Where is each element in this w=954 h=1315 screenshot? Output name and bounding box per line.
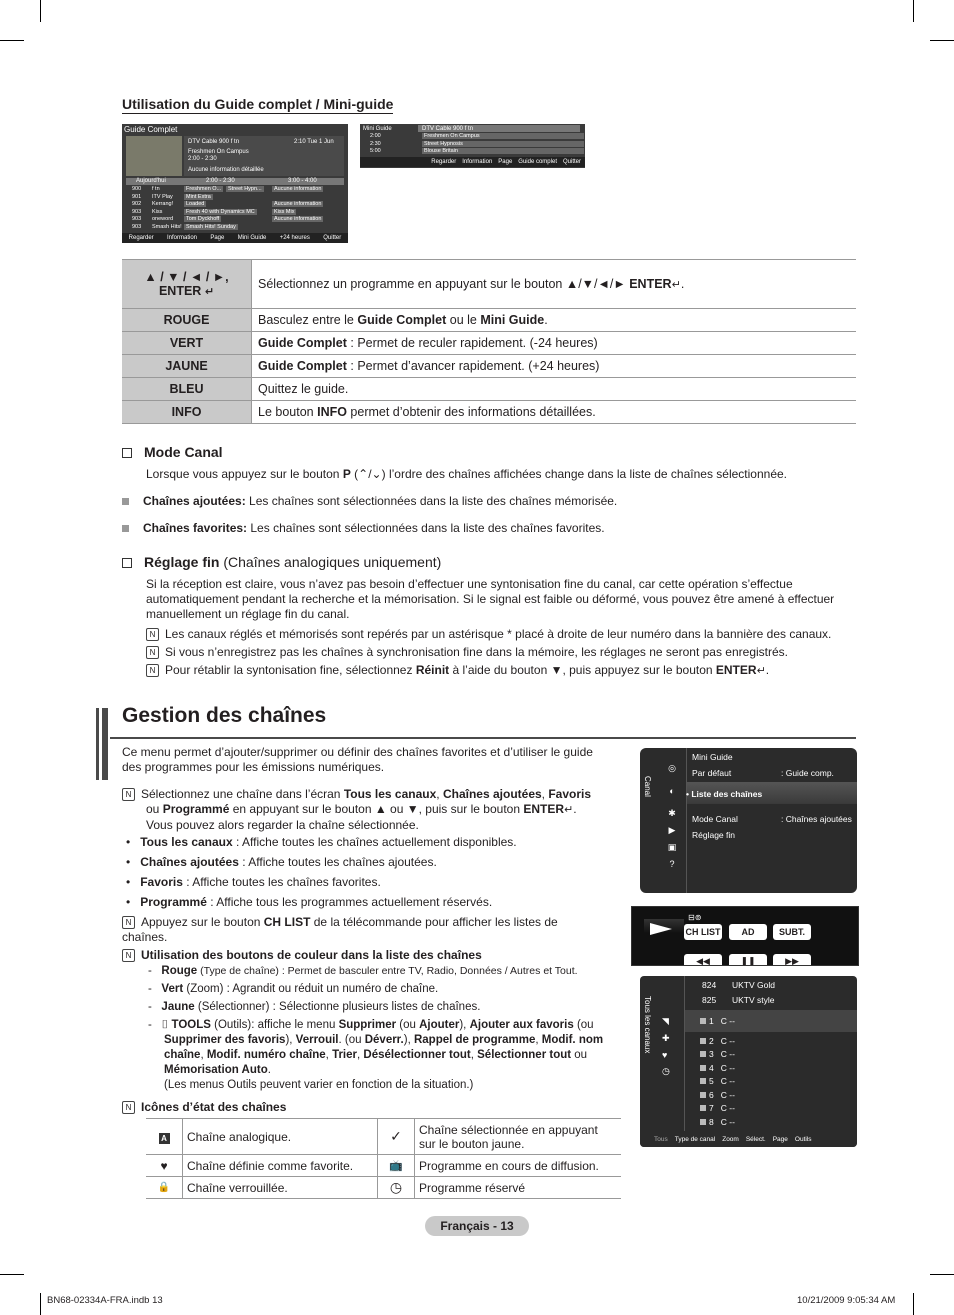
channel-list-row[interactable]: 3 C -- [700,1049,850,1063]
channel-list-row[interactable]: 5 C -- [700,1076,850,1090]
programmed-icon: ◷ [662,1066,670,1076]
mini-footer-item: Information [462,159,493,165]
guide-footer-item: Mini Guide [237,235,267,241]
key-red: ROUGE [122,309,252,332]
analog-icon [700,1051,706,1057]
full-guide-screenshot: Guide Complet DTV Cable 900 f tn 2:10 Tue 1 Jun Freshmen On Campus 2:00 - 2:30 Aucune information détaillée Aujourd'hui 2:00 - 2:30 3:00 - 4:00 900 f tn Freshmen O... Street Hypn... Aucune information 901 ITV Play Mint Extra 902 Kerrang! Loaded Aucune information 903 Kiss Fresh 40 with Dynamics MC Kiss Mix 903 oneword Tom Dyckhoff Aucune information 903 Smash Hits! Smash Hits! Sunday Regarder Information Page Mini Guide +24 heures Quitter [122,124,348,243]
remote-keys-table: ▲ / ▼ / ◄ / ►, ENTER ↵ Sélectionnez un programme en appuyant sur le bouton ▲/▼/◄/► ENTER↵. ROUGE Basculez entre le Guide Complet ou le Mini Guide. VERT Guide Complet : Permet de reculer rapidement. (-24 heures) JAUNE Guide Complet : Permet d’avancer rapidement. (+24 heures) BLEU Quittez le guide. INFO Le bouton INFO permet d’obtenir des informations détaillées. [122,259,856,424]
analog-icon [700,1018,706,1024]
rewind-button[interactable]: ◀◀ [684,954,722,966]
page-title: Gestion des chaînes [122,704,327,727]
checkbox-icon [122,558,132,568]
channel-list-footer-item: Page [772,1135,788,1143]
channel-list-row[interactable]: 6 C -- [700,1090,850,1104]
gestion-note-3: N Utilisation des boutons de couleur dans la liste des chaînes [122,948,482,963]
gestion-note-2: N Appuyez sur le bouton CH LIST de la télécommande pour afficher les listes de chaînes. [122,915,558,944]
guide-footer-item: Information [167,235,198,241]
canal-menu-screenshot: Canal ◎ ◐ ✱ ▶ ▣ ? Mini Guide Par défaut : Guide comp. • Liste des chaînes Mode Canal : Chaînes ajoutées Réglage fin [640,748,857,893]
analog-icon: A [159,1133,170,1144]
channel-list-row[interactable]: 4 C -- [700,1063,850,1077]
status-icons-table: A Chaîne analogique. ✓ Chaîne sélectionnée en appuyant sur le bouton jaune. ♥ Chaîne définie comme favorite. 📺 Programme en cours de diffusion. 🔒 Chaîne verrouillée. ◷ Programme réservé [146,1118,621,1199]
channel-icon: ✱ [668,808,676,818]
mini-footer-item: Guide complet [518,159,557,165]
channel-list-row[interactable]: 1 C -- [700,1016,850,1030]
channel-list-footer-item: Outils [794,1135,812,1143]
checkbox-icon [122,448,132,458]
color-buttons-list: - Rouge (Type de chaîne) : Permet de basculer entre TV, Radio, Données / Autres et Tout. - Vert (Zoom) : Agrandit ou réduit un numéro de chaîne. - Jaune (Sélectionner) : Sélectionne plusieurs listes de chaînes. - ⌷ TOOLS (Outils): affiche le menu Supprimer (ou Ajouter), Ajouter aux favoris (ou Supprimer des favoris), Verrouil. (ou Déverr.), Rappel de programme, Modif. nom chaîne, Modif. numéro chaîne, Trier, Désélectionner tout, Sélectionner tout ou Mémorisation Auto. (Les menus Outils peuvent varier en fonction de la situation.) [148,965,604,1091]
guide-footer-item: Page [210,235,225,241]
tv-icon: 📺 [378,1155,415,1177]
reglage-fin-paragraph: Si la réception est claire, vous n’avez pas besoin d’effectuer une syntonisation fine du canal, car cette opération s’effectue automatiquement pendant la recherche et la mémorisation. Si le signal est faible ou déformé, vous pouvez être amené à effectuer manuellement un réglage fin du canal. [146,577,835,621]
mini-guide-screenshot: Mini Guide DTV Cable 900 f tn 2:00 Freshmen On Campus 2:30 Street Hypnosis 5:00 Blouse Britain Regarder Information Page Guide complet Quitter [360,124,585,168]
key-arrows: ▲ / ▼ / ◄ / ►, ENTER ↵ [122,260,252,309]
channel-list-footer-item: Tous [654,1135,668,1143]
key-yellow: JAUNE [122,355,252,378]
gestion-bullet: • Favoris : Affiche toutes les chaînes favorites. [126,875,381,889]
note-icon: N [122,916,135,929]
gestion-bullet: • Chaînes ajoutées : Affiche toutes les chaînes ajoutées. [126,855,437,869]
mode-canal-item-2: Chaînes favorites: Les chaînes sont sélectionnées dans la liste des chaînes favorites. [122,521,605,536]
channel-list-row[interactable]: 7 C -- [700,1103,850,1117]
key-green: VERT [122,332,252,355]
mini-footer-item: Regarder [431,159,457,165]
note-icon: N [122,1101,135,1114]
channel-list-footer-item: Sélect. [745,1135,766,1143]
key-info: INFO [122,401,252,424]
ad-button[interactable]: AD [729,924,767,940]
print-date: 10/21/2009 9:05:34 AM [797,1295,896,1306]
mini-footer-item: Quitter [562,159,581,165]
key-arrows-desc: Sélectionnez un programme en appuyant sur le bouton ▲/▼/◄/► ENTER↵. [252,260,857,309]
square-bullet-icon [122,525,129,532]
note-icon: N [122,949,135,962]
section-heading: Utilisation du Guide complet / Mini-guide [122,96,394,112]
guide-row[interactable]: 903 Smash Hits! Smash Hits! Sunday [132,223,236,230]
guide-row[interactable]: 903 Kiss Fresh 40 with Dynamics MC Kiss Mix [132,208,295,215]
channel-list-row[interactable]: 2 C -- [700,1036,850,1050]
check-icon: ✓ [378,1119,415,1155]
gestion-note-4: N Icônes d’état des chaînes [122,1100,286,1115]
mode-canal-intro: Lorsque vous appuyez sur le bouton P (⌃/⌄) l’ordre des chaînes affichées change dans la liste de chaînes sélectionnée. [146,467,787,481]
guide-title: Guide Complet [124,125,178,134]
analog-icon [700,1065,706,1071]
guide-row[interactable]: 901 ITV Play Mint Extra [132,193,211,200]
gestion-note-1: N Sélectionnez une chaîne dans l’écran Tous les canaux, Chaînes ajoutées, Favoris [122,787,622,802]
lock-icon: 🔒 [146,1177,183,1199]
analog-icon [700,1105,706,1111]
channel-list-side-label: Tous les canaux [643,996,652,1054]
page-number: Français - 13 [425,1216,529,1236]
mini-footer-item: Page [498,159,513,165]
reglage-fin-heading: Réglage fin (Chaînes analogiques uniquement) [122,554,441,570]
note-icon: N [146,646,159,659]
print-file-name: BN68-02334A-FRA.indb 13 [47,1295,163,1306]
heart-icon: ♥ [146,1155,183,1177]
analog-icon [700,1092,706,1098]
all-icon: ◥ [662,1016,669,1026]
sound-icon: ◐ [669,786,675,796]
guide-row[interactable]: 900 f tn Freshmen O... Street Hypn... Aucune information [132,186,322,192]
analog-icon [700,1038,706,1044]
channel-list-screenshot: Tous les canaux ◥ ✚ ♥ ◷ 824 UKTV Gold 825 UKTV style 1 C -- 2 C -- 3 C -- 4 C -- 5 C -- 6 C -- 7 C -- 8 C -- Tous Type de canal Zoom Sélect. Page Outils [640,976,857,1147]
remote-control-image: ⊟⊚ CH LIST AD SUBT. ◀◀ ❚❚ ▶▶ [631,906,859,966]
gestion-bullet: • Tous les canaux : Affiche toutes les chaînes actuellement disponibles. [126,835,517,849]
reglage-note-2: N Si vous n’enregistrez pas les chaînes à synchronisation fine dans la mémoire, les réglages ne seront pas enregistrés. [146,645,850,660]
guide-footer-item: Quitter [323,235,342,241]
guide-footer-item: +24 heures [279,235,310,241]
reglage-note-3: N Pour rétablir la syntonisation fine, sélectionnez Réinit à l’aide du bouton ▼, puis appuyez sur le bouton ENTER↵. [146,663,850,679]
guide-footer-item: Regarder [128,235,154,241]
mode-canal-item-1: Chaînes ajoutées: Les chaînes sont sélectionnées dans la liste des chaînes mémorisée. [122,494,617,509]
channel-list-footer-item: Zoom [722,1135,739,1143]
key-blue: BLEU [122,378,252,401]
square-bullet-icon [122,498,129,505]
clock-icon: ◷ [378,1177,415,1199]
canal-menu-selected[interactable]: • Liste des chaînes [686,789,763,799]
added-icon: ✚ [662,1033,670,1043]
note-icon: N [122,788,135,801]
pause-button[interactable]: ❚❚ [729,954,767,966]
analog-icon [700,1119,706,1125]
up-down-icon: ⌃/⌄ [358,467,382,481]
input-icon: ▣ [667,842,677,852]
guide-row[interactable]: 902 Kerrang! Loaded Aucune information [132,201,322,208]
forward-button[interactable]: ▶▶ [773,954,811,966]
mini-guide-row[interactable]: 2:30 Street Hypnosis [364,141,582,149]
ch-list-button[interactable]: CH LIST [684,924,722,940]
channel-list-footer-item: Type de canal [674,1135,716,1143]
guide-row[interactable]: 903 oneword Tom Dyckhoff Aucune information [132,216,322,223]
reglage-note-1: N Les canaux réglés et mémorisés sont repérés par un astérisque * placé à droite de leur numéro dans la bannière des canaux. [146,627,850,642]
preview-image [126,136,182,176]
tools-icon: ⌷ [161,1019,169,1031]
mini-guide-row[interactable]: 2:00 Freshmen On Campus [364,133,582,141]
support-icon: ? [669,859,675,869]
mini-guide-row[interactable]: 5:00 Blouse Britain [364,148,582,156]
channel-list-row[interactable]: 8 C -- [700,1117,850,1131]
picture-icon: ◎ [668,763,676,773]
favorite-icon: ♥ [662,1050,668,1060]
analog-icon [700,1078,706,1084]
gestion-intro: Ce menu permet d’ajouter/supprimer ou définir des chaînes favorites et d’utiliser le guide des programmes pour les émissions numériques. [122,745,593,774]
setup-icon: ▶ [668,825,676,835]
note-icon: N [146,628,159,641]
mode-canal-heading: Mode Canal [122,444,223,460]
gestion-bullet: • Programmé : Affiche tous les programmes actuellement réservés. [126,895,493,909]
note-icon: N [146,664,159,677]
canal-side-label: Canal [643,776,652,797]
subt-button[interactable]: SUBT. [773,924,811,940]
